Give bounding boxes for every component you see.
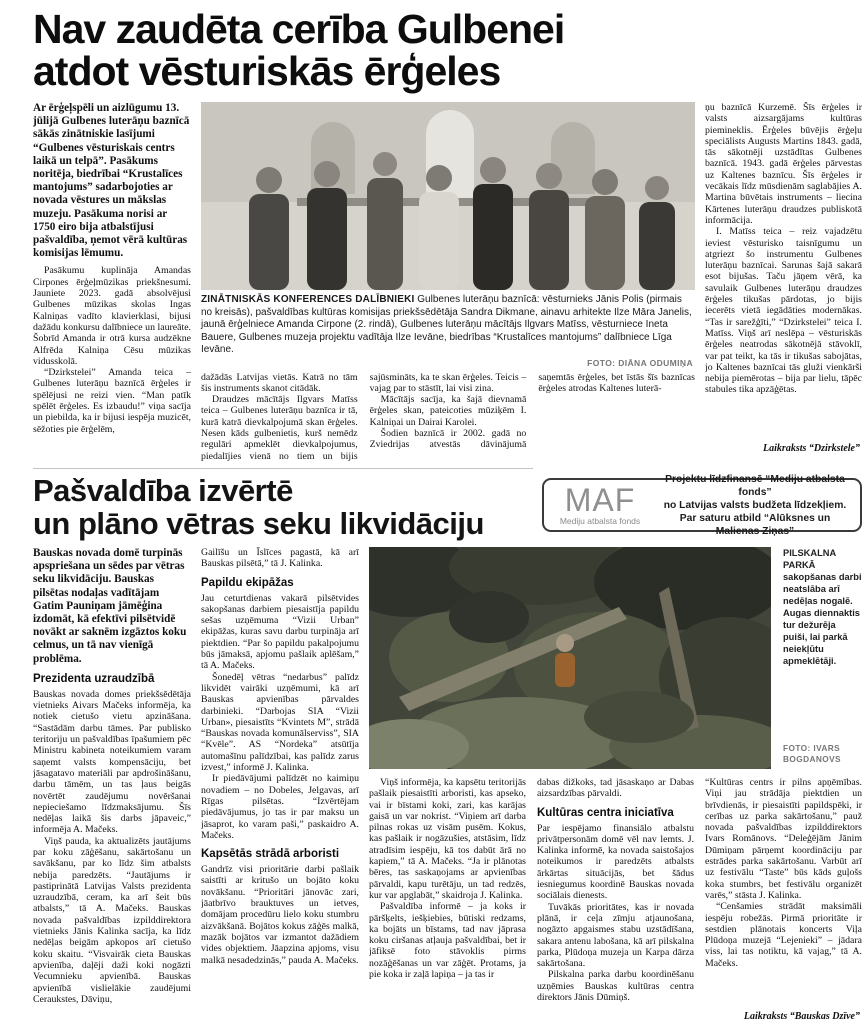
article2-paragraph: “Kultūras centrs ir pilns apņēmības. Viņi jau strādāja piektdien un brīvdienās, ir piesaistīti papildspēki, ir cerības uz parka sakārtošanu,” pauž novada pašvaldības izpilddirektors Ivars Romānovs. “Deleģējām Jānim Dūmiņam pārņemt koordināciju par estrādes parka sakārtošanu. Varbūt arī uz festivālu “Taste” būs kāds guļošs koka stumbrs, bet festivālu organizēt varēs,” stāsta J. Kalinka. — [705, 777, 862, 901]
maf-disclaimer-line: Projektu līdzfinansē “Mediju atbalsta fonds” — [665, 473, 845, 498]
article1-signature: Laikraksts “Dzirkstele” — [763, 443, 860, 454]
article2-subhead-culture: Kultūras centra iniciatīva — [537, 806, 674, 819]
article2-column-2 — [201, 547, 359, 1024]
article2-signature: Laikraksts “Bauskas Dzīve” — [743, 1011, 860, 1022]
article1-paragraph: “Dzirkstelei” Amanda teica – Gulbenes luterāņu baznīcā ērģeles ir spēlējusi ne reizi vien. “Man patīk spēlēt ērģeles. Es izbaudu!” viņa sacīja un piebilda, ka ir bijusi iespēja muzicēt, sēžoties pie ērģelēm, — [33, 367, 191, 435]
photo2-caption-text-block — [783, 547, 862, 667]
photo2-credit: FOTO: IVARS BOGDANOVS — [783, 743, 841, 764]
photo1-caption-text: Gulbenes luterāņu baznīcā: vēsturnieks Jānis Polis (pirmais no kreisās), pašvaldības kultūras komisijas priekšsēdētāja Sandra Dikmane, ainavu arhitekte Ilze Māra Janelis, jaunā ērģelniece Amanda Cirpone (2. rindā), Gulbenes luterāņu mācītājs Ilgvars Matīss, vēsturniece Ineta Bauere, Gulbenes muzeja projektu vadītāja Ilze Ievāne, biedrības “Krustalīces mantojums” dalībniece Līga Ievāne. — [201, 294, 692, 355]
article1-middle-block — [201, 102, 695, 464]
article2-column-3 — [369, 777, 526, 1024]
photo1-caption — [201, 294, 695, 357]
article-organ — [33, 8, 862, 464]
article2-paragraph: Viņš informēja, ka kapsētu teritorijās pašlaik piesaistīti arboristi, kas apseko, vai ir bīstami koki, zari, kas karājas gaisā un var nokrist. “Viņiem arī darba pilnas rokas uz visām pusēm. Kokus, kas pašlaik ir nogāzušies, atstāsim, līdz atradīsim iespēju, kā tos dabūt ārā no kapiem,” tā A. Mačeks. “Ja ir plānotas bēres, tas saskaņojams ar apvienības pārvaldi, kapu turētāju, un tad redzēs, kur var apglabāt,” skaidroja J. Kalinka. — [369, 777, 526, 901]
article2-paragraph: Pilskalna parka darbu koordinēšanu uzņēmies Bauskas kultūras centra direktors Jānis Dūmiņš. — [537, 969, 694, 1004]
article2-paragraph: Pašvaldība informē – ja koks ir pāršķelts, iešķiebies, būtiski redzams, ka bojāts un bīstams, tad nav jāprasa koku ciršanas atļauja pašvaldībai, bet ir jāfiksē foto stāvoklis pirms nozāģēšanas un var zāģēt. Protams, ja pie koka ir zaļā lapiņa – ja tas ir — [369, 901, 526, 981]
article1-intro: Ar ērģeļspēli un aizlūgumu 13. jūlijā Gulbenes luterāņu baznīcā sākās zinātniskie lasījumi “Gulbenes vēsturiskais centrs laikā un telpā”. Pasākums noritēja, biedrībai “Krustalīces mantojums” sadarbojoties ar novada vēstures un mākslas muzeju. Pasākuma norisi ar 1750 eiro bija atbalstījusi pašvaldība, ņemot vērā kultūras komisijas lēmumu. — [33, 102, 190, 260]
article-storm — [33, 474, 862, 1024]
article1-headline-line1: Nav zaudēta cerība Gulbenei — [33, 6, 565, 52]
article2-subhead-president: Prezidenta uzraudzībā — [33, 672, 155, 685]
maf-disclaimer-line: Par saturu atbild “Alūksnes un Malienas Ziņas” — [679, 512, 831, 537]
article2-headline-line2: un plāno vētras seku likvidāciju — [33, 506, 484, 541]
article2-paragraph: Bauskas novada domes priekšsēdētāja vietnieks Aivars Mačeks informēja, ka notiek cietušo vietu apzināšana. “Sastādām darbu tāmes. Par publisko teritoriju un pašvaldības īpašumiem pēc Ministru kabineta noteikumiem varam saņemt valsts kompensāciju, bet jāsagatavo materiāli par apdrošināšanu, darbu tāmēm, un tas ļaus beigās novērtēt zaudējumu novēršanai nepieciešamo līdzmaksājumu. Šīs nedēļas laikā šis darbs jāpaveic,” informēja A. Mačeks. — [33, 688, 191, 836]
article2-headline — [33, 474, 532, 540]
article1-headline-line2: atdot vēsturiskās ērģeles — [33, 48, 501, 94]
maf-disclaimer-line: no Latvijas valsts budžeta līdzekļiem. — [663, 499, 847, 511]
article1-paragraph: Šodien baznīcā ir 2002. gadā no Zviedrijas atvestās dāvinājumā saņemtās ērģeles, bet īstās šīs baznīcas ērģeles atrodas Kaltenes luterā- — [369, 371, 695, 451]
article2-subhead-crews: Papildu ekipāžas — [201, 576, 294, 589]
conference-photo-illustration — [201, 102, 695, 290]
article2-column-1 — [33, 547, 191, 1024]
article1-column-1 — [33, 102, 191, 464]
article2-paragraph: Par iespējamo finansiālo atbalstu privātpersonām domē vēl nav lemts. J. Kalinka informē, ka novada saistošajos noteikumos ir paredzēts atbalsts ārkārtas situācijās, bet šādus iesniegumus koordinē Bauskas novada sociālais dienests. — [537, 822, 694, 902]
article2-subhead-arborists: Kapsētās strādā arboristi — [201, 848, 340, 861]
photo1-credit: FOTO: DIĀNA ODUMIŅA — [587, 357, 693, 368]
article1-paragraph: dažādās Latvijas vietās. Katrā no tām šis instruments skanot citādāk. — [201, 371, 358, 394]
photo2-caption — [783, 547, 862, 769]
article2-column-5 — [705, 777, 862, 1024]
maf-disclaimer — [658, 473, 852, 538]
article2-paragraph: Šonedēļ vētras “nedarbus” palīdz likvidēt vairāki uzņēmumi, kā arī Bauskas apvienības pārvaldes darbinieki. “Darbojas SIA “Vizii Urban», piesaistīts “Kvintets M”, strādā “Bauskas novada komunālserviss”, SIA “Kvēle”. AS “Nordeka” atsūtīja automašīnu palīdzībai, kas palīdz zarus izvest,” informē J. Kalinka. — [201, 671, 359, 774]
article2-paragraph: Viņš pauda, ka aktualizēts jautājums par koku zāģēšanu, sakārtošanu un savākšanu, par ko līdz šim atbalsts nebija paredzēts. “Jautājums ir pastiprinātā Latvijas Valsts prezidenta uzraudzībā, ceram, ka arī šeit būs atbalsts,” tā A. Mačeks. Bauskas novada pašvaldības izpilddirektora vietnieks Jānis Kalinka sacīja, ka līdz nedēļas beigām apkopos arī cietušo koku skaitu. “Visvairāk cieta Bauskas apvienība, daļēji daži koki nogāzti Vecumnieku apvienībā. Bauskas apvienībā vislielākie zaudējumi Ceraukstes, Dāviņu, — [33, 835, 191, 1005]
article2-headline-line1: Pašvaldība izvērtē — [33, 473, 293, 508]
maf-logo-text: MAF — [564, 481, 636, 518]
article1-paragraph: Draudzes mācītājs Ilgvars Matīss teica – Gulbenes luterāņu baznīca ir tā, kurā katrā dievkalpojumā skan ērģeles. Nesen kāds gulbenietis, kurš nemēdz regulāri apmeklēt dievkalpojumus, piedalījies vienā no tiem un bijis sajūsmināts, ka te skan ērģeles. Teicis – vajag par to stāstīt, lai visi zina. — [201, 371, 527, 462]
article2-right-block — [369, 547, 862, 1024]
article2-paragraph: Jau ceturtdienas vakarā pilsētvides sakopšanas darbiem piesaistīja papildu sešas uzņēmuma “Vizii Urban” ekipāžas, kuras savu darbu turpināja arī piektdien. “Par šo papildu pakalpojumu būs jāmaksā, apjomu pašlaik aplēšam,” tā A. Mačeks. — [201, 592, 359, 672]
article2-column-4 — [537, 777, 694, 1024]
maf-logo-subtitle: Mediju atbalsta fonds — [559, 515, 641, 526]
article1-paragraph: Mācītājs sacīja, ka šajā dievnamā ērģeles skan, pateicoties mūziķēm I. Kalniņai un Dairai Karolei. — [369, 394, 527, 428]
article2-intro: Bauskas novada domē turpinās apspriešana un sēdes par vētras seku likvidāciju. Bauskas pilsētas nodaļas vadītājam Gatim Pauniņam jāmēģina izdomāt, kā efektīvi pilsētvidē novākt ar saknēm izgāztos koku celmus, un tā nav vienīgā problēma. — [33, 547, 187, 665]
article1-column-5 — [705, 102, 862, 464]
article2-paragraph: Gandrīz visi prioritārie darbi pašlaik saistīti ar kritušo un bojāto koku novākšanu. “Prioritāri jānovāc zari, jāatbrīvo brauktuves un ietves, domājam procedūru lielo koku stumbru aizvākšanā. Bojātos kokus zāģēs malkā, mazāk bojātos var izmantot dažādiem vides objektiem. Jāapzina apjoms, visu malkā nesadedzinās,” pauda A. Mačeks. — [201, 864, 359, 966]
photo2-caption-text: sakopšanas darbi neatslāba arī nedēļas nogalē. Augas diennaktis tur dežurēja puiši, lai parkā neiekļūtu apmeklētāji. — [783, 572, 862, 666]
photo2-caption-label: PILSKALNA PARKĀ — [783, 548, 836, 570]
article1-paragraph: ņu baznīcā Kurzemē. Šīs ērģeles ir valsts aizsargājams kultūras piemineklis. Ērģeles būvējis ērģeļu speciālists Augusts Martins 1843. gadā, tās sākotnēji uzstādītas Gulbenes baznīcā. 1943. gadā ērģeles pārvestas uz Kaltenes baznīcu. Šīs ērģeles ir vecākais līdz mūsdienām saglabājies A. Martina būvētais instruments – liecina Kārtenes luterāņu draudzes publiskotā informācija. — [705, 102, 862, 226]
article2-paragraph: Ir piedāvājumi palīdzēt no kaimiņu novadiem – no Dobeles, Jelgavas, arī Rīgas pilsētas. “Izvērtējam piedāvājumus, jo tas ir par maksu un jāsaprot, ko varam paši,” paskaidro A. Mačeks. — [201, 773, 359, 841]
article-separator — [33, 468, 533, 469]
article2-paragraph: Tuvākās prioritātes, kas ir novada plānā, ir ceļa zīmju atjaunošana, nogāzto apgaismes stabu uzstādīšana, sakara antenu labošana, kā arī pilskalna parka, Plūdoņa muzeja un Karpa dārza sakārtošana. — [537, 901, 694, 970]
maf-logo — [552, 481, 648, 526]
article2-paragraph: dabas dižkoks, tad jāsaskaņo ar Dabas aizsardzības pārvaldi. — [537, 777, 694, 800]
article2-paragraph: “Cenšamies strādāt maksimāli iespēju robežās. Pirmā prioritāte ir sestdien plānotais koncerts Viļa Plūdoņa muzejā “Lejenieki” – jādara viss, lai tas notiktu, kā vajag,” tā A. Mačeks. — [705, 901, 862, 969]
maf-funding-box — [542, 473, 862, 537]
garden-photo-illustration — [369, 547, 771, 769]
article1-headline — [33, 8, 862, 92]
conference-photo — [201, 102, 695, 290]
article1-mid-columns — [201, 372, 695, 465]
article1-paragraph: I. Matīss teica – reiz vajadzētu ieviest vēsturisko taisnīgumu un atgriezt šo instrumentu Gulbenes luterāņu baznīcai. Sarunas šajā sakarā esot bijušas. Taču jāņem vērā, ka savulaik Gulbenes luterāņu draudzes ērģeles tikušas pārdotas, jo bijis iecerēts vietā iegādāties modernākas. “Tas ir sarežģīti,” “Dzirkstelei” teica I. Matīss. Viņš arī neslēpa – vēsturiskās ērģeles neatrodas sākotnējā stāvoklī, var pat teikt, ka tās ir tikušas sabojātas, jo Kaltenes baznīcai tās gluži vienkārši nebija piemērotas – bija par lielu, tāpēc stabules tika apzāģētas. — [705, 226, 862, 396]
photo1-caption-label: ZINĀTNISKĀS KONFERENCES DALĪBNIEKI — [201, 294, 415, 305]
garden-photo — [369, 547, 771, 769]
article2-paragraph: Gailīšu un Īslīces pagastā, kā arī Bauskas pilsētā,” tā J. Kalinka. — [201, 547, 359, 570]
article1-paragraph: Pasākumu kuplināja Amandas Cirpones ērģeļmūzikas priekšnesumi. Jauniete 2023. gadā absolvējusi Gulbenes mūzikas skolas Ingas Kalniņas vadīto klavierklasi, bijusi dažādu konkursu dalībniece un laureāte. Šobrīd Amanda ir otrā kursa audzēkne Alfrēda Kalniņa Cēsu mūzikas vidusskolā. — [33, 265, 191, 367]
